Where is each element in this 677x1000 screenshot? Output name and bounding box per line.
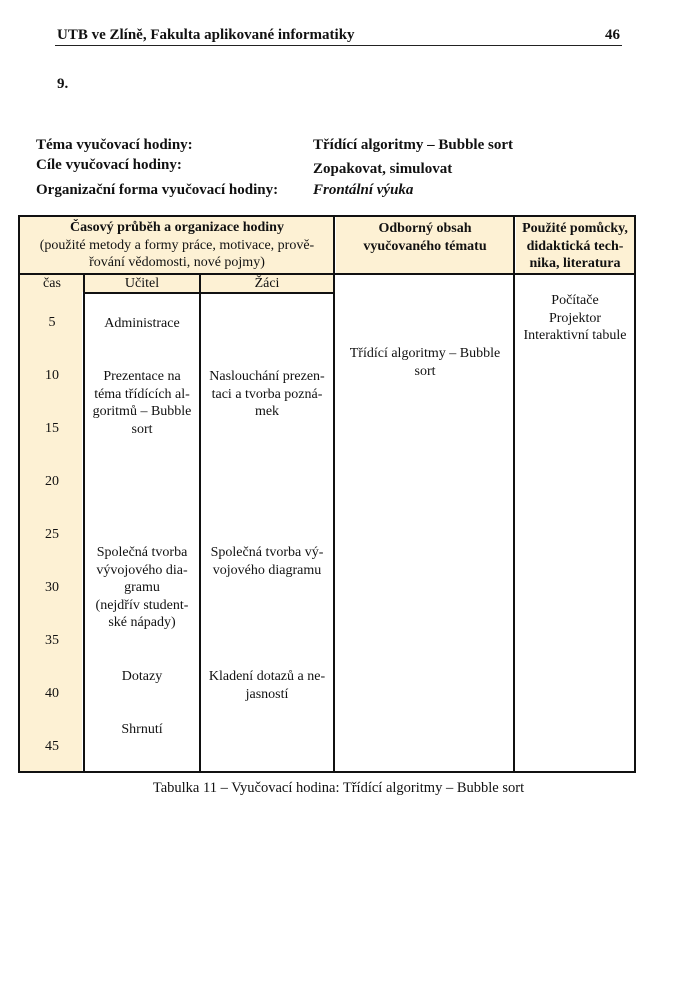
time-mark: 20: [45, 474, 59, 489]
teacher-diagram-line: (nejdřív student-: [95, 597, 189, 613]
header-aids-line3: nika, literatura: [529, 256, 621, 271]
students-listening-line: Naslouchání prezen-: [209, 369, 325, 384]
header-content-line1: Odborný obsah: [378, 221, 472, 236]
header-organization: [20, 219, 334, 272]
header-organization-sub2: řování vědomosti, nové pojmy): [89, 255, 265, 270]
table-caption: Tabulka 11 – Vyučovací hodina: Třídící algoritmy – Bubble sort: [152, 780, 525, 796]
topic-label: Téma vyučovací hodiny:: [36, 137, 193, 153]
subject-content: [336, 345, 514, 380]
teacher-presentation-line: Prezentace na: [103, 369, 181, 384]
time-mark: 35: [45, 633, 59, 648]
students-listening-line: mek: [254, 404, 280, 419]
lesson-plan-table: [18, 215, 636, 773]
header-aids-line2: didaktická tech-: [526, 238, 624, 254]
goals-value: Zopakovat, simulovat: [313, 161, 453, 177]
subheader-time: čas: [43, 276, 61, 291]
students-questions-line: Kladení dotazů a ne-: [208, 669, 326, 684]
header-aids: [516, 220, 634, 273]
time-mark: 40: [45, 686, 59, 701]
teacher-presentation: [85, 368, 199, 438]
time-mark: 45: [45, 739, 59, 754]
teacher-diagram-line: gramu: [124, 580, 160, 595]
time-mark: 15: [45, 421, 59, 436]
header-content: [336, 220, 514, 255]
students-listening: [201, 368, 333, 421]
topic-value: Třídící algoritmy – Bubble sort: [313, 137, 513, 153]
teacher-diagram-line: vývojového dia-: [96, 562, 188, 578]
students-listening-line: taci a tvorba pozná-: [211, 386, 323, 402]
time-mark: 25: [45, 527, 59, 542]
divider-content: [333, 217, 335, 771]
header-organization-sub1: (použité metody a formy práce, motivace, prově-: [39, 237, 315, 253]
teacher-diagram: [85, 544, 199, 632]
time-mark: 30: [45, 580, 59, 595]
teacher-diagram-line: ské nápady): [108, 615, 176, 630]
header-content-line2: vyučovaného tématu: [363, 238, 487, 254]
students-diagram-line: Společná tvorba vý-: [210, 545, 324, 560]
students-questions-line: jasností: [245, 686, 289, 702]
teacher-administration: Administrace: [104, 316, 180, 331]
running-header-title: UTB ve Zlíně, Fakulta aplikované informatiky: [57, 27, 355, 43]
divider-aids: [513, 217, 515, 771]
students-diagram-line: vojového diagramu: [212, 562, 322, 578]
teacher-presentation-line: goritmů – Bubble: [92, 404, 192, 419]
page-number: 46: [605, 27, 620, 43]
teacher-questions: Dotazy: [121, 669, 163, 684]
goals-label: Cíle vyučovací hodiny:: [36, 157, 182, 173]
teacher-summary: Shrnutí: [121, 722, 163, 737]
teacher-presentation-line: téma třídících al-: [94, 386, 190, 402]
teaching-aid: Interaktivní tabule: [523, 328, 627, 343]
teaching-aid: Projektor: [548, 310, 602, 326]
header-aids-line1: Použité pomůcky,: [522, 221, 628, 236]
students-questions: [201, 668, 333, 703]
form-value: Frontální výuka: [313, 182, 414, 198]
time-mark: 10: [45, 368, 59, 383]
subject-content-line: sort: [414, 363, 436, 379]
header-rule: [55, 45, 622, 46]
teaching-aid: Počítače: [551, 293, 599, 308]
header-organization-title: Časový průběh a organizace hodiny: [70, 220, 284, 235]
subheader-students: Žáci: [254, 276, 280, 291]
form-label: Organizační forma vyučovací hodiny:: [36, 182, 279, 198]
section-number: 9.: [57, 76, 69, 92]
teacher-diagram-line: Společná tvorba: [96, 545, 188, 560]
subheader-teacher: Učitel: [124, 276, 160, 291]
subject-content-line: Třídící algoritmy – Bubble: [349, 346, 501, 361]
teacher-presentation-line: sort: [131, 421, 153, 437]
students-diagram: [201, 544, 333, 579]
time-mark: 5: [48, 315, 56, 330]
teaching-aids: [516, 292, 634, 345]
